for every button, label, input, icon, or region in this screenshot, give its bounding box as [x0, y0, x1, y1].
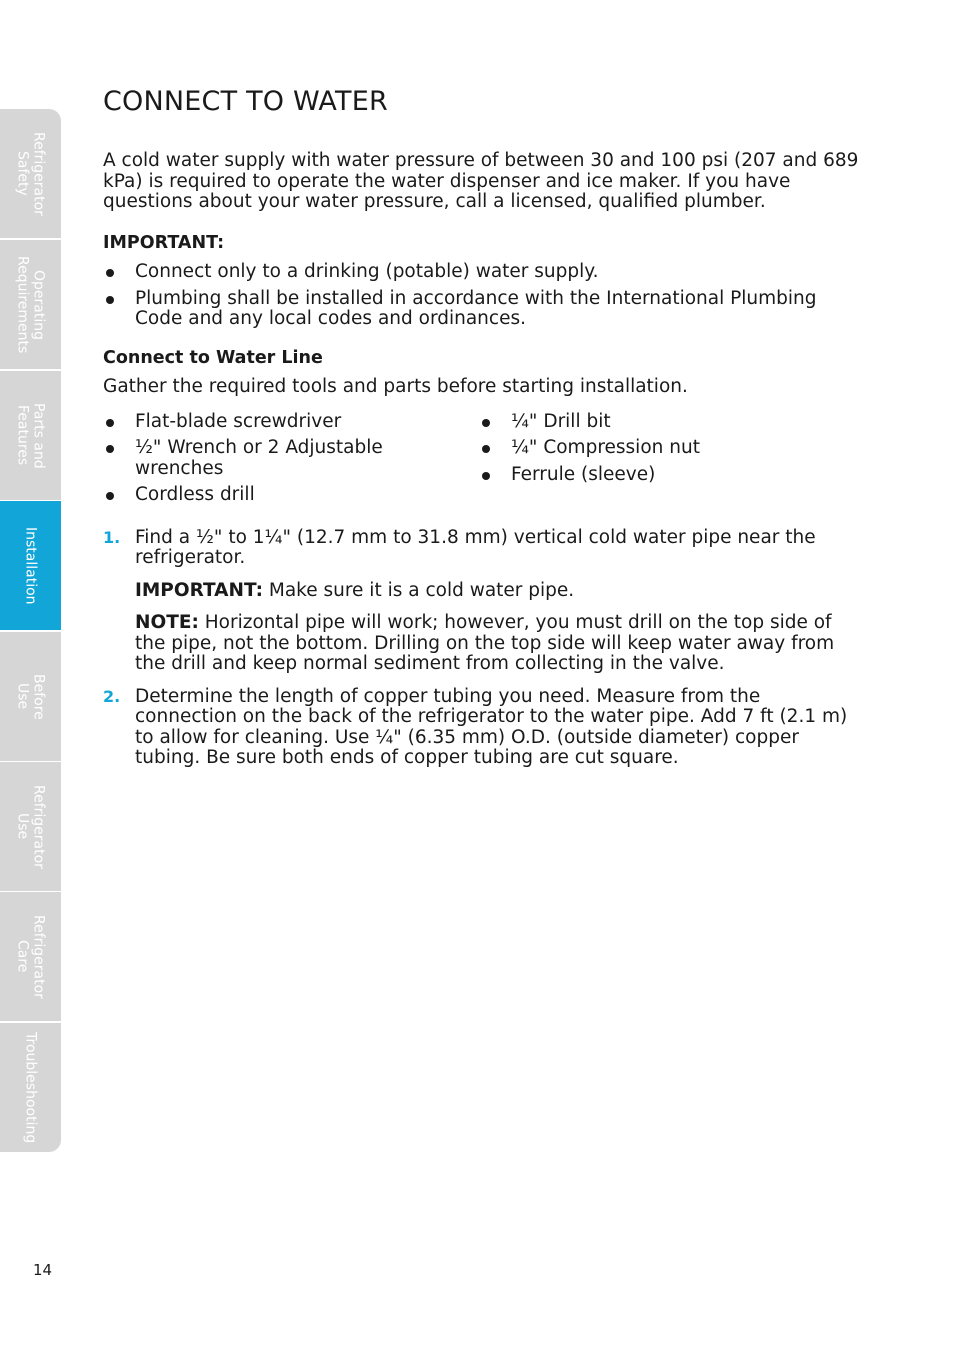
tab-refrigerator-safety[interactable]	[0, 109, 61, 238]
list-item: ¼" Compression nut	[479, 438, 859, 459]
tab-label: Installation	[22, 526, 39, 605]
page-number: 14	[33, 1261, 53, 1279]
tab-label: Refrigerator Use	[14, 784, 47, 869]
intro-paragraph: A cold water supply with water pressure of between 30 and 100 psi (207 and 689 kPa) is required to operate the water dispenser and ice maker. If you have questions about your water pressure, call a licensed, qualified plumber.	[103, 150, 859, 212]
gather-text: Gather the required tools and parts before starting installation.	[103, 376, 688, 397]
tab-label: Before Use	[14, 673, 47, 720]
tab-label: Parts and Features	[14, 402, 47, 469]
list-item: Ferrule (sleeve)	[479, 465, 859, 486]
step-number: 1.	[103, 527, 121, 547]
tab-parts-and-features[interactable]	[0, 371, 61, 500]
important-label: IMPORTANT:	[135, 579, 263, 601]
tab-label: Refrigerator Safety	[14, 131, 47, 216]
step-1	[103, 528, 863, 675]
tab-installation[interactable]	[0, 501, 61, 630]
tab-label: Operating Requirements	[14, 255, 47, 354]
step-important	[135, 581, 863, 602]
important-text: Make sure it is a cold water pipe.	[262, 579, 575, 601]
step-2	[103, 687, 863, 769]
tab-refrigerator-use[interactable]	[0, 762, 61, 891]
important-list	[103, 262, 863, 330]
tools-list	[103, 412, 863, 512]
list-item: Connect only to a drinking (potable) water supply.	[103, 262, 863, 283]
tab-label: Refrigerator Care	[14, 914, 47, 999]
step-text: Find a ½" to 1¼" (12.7 mm to 31.8 mm) vertical cold water pipe near the refrigerator.	[135, 526, 816, 568]
note-label: NOTE:	[135, 612, 199, 633]
note-text: Horizontal pipe will work; however, you must drill on the top side of the pipe, not the bottom. Drilling on the top side will keep water away from the drill and keep normal sediment from collecting in the valve.	[135, 612, 835, 674]
tab-before-use[interactable]	[0, 632, 61, 761]
tab-operating-requirements[interactable]	[0, 240, 61, 369]
tab-troubleshooting[interactable]	[0, 1023, 61, 1152]
list-item: ¼" Drill bit	[479, 412, 859, 433]
tab-refrigerator-care[interactable]	[0, 892, 61, 1021]
important-heading: IMPORTANT:	[103, 232, 225, 253]
list-item: ½" Wrench or 2 Adjustable wrenches	[103, 438, 479, 479]
step-number: 2.	[103, 686, 121, 706]
step-note	[135, 613, 863, 675]
main-content	[103, 86, 863, 781]
list-item: Flat-blade screwdriver	[103, 412, 479, 433]
steps-list	[103, 528, 863, 769]
tab-label: Troubleshooting	[22, 1031, 39, 1144]
list-item: Cordless drill	[103, 485, 479, 506]
section-tabs	[0, 109, 61, 1152]
list-item: Plumbing shall be installed in accordance with the International Plumbing Code and any local codes and ordinances.	[103, 289, 863, 330]
step-text: Determine the length of copper tubing you need. Measure from the connection on the back of the refrigerator to the water pipe. Add 7 ft (2.1 m) to allow for cleaning. Use ¼" (6.35 mm) O.D. (outside diameter) copper tubing. Be sure both ends of copper tubing are cut square.	[135, 685, 848, 768]
section-heading: Connect to Water Line	[103, 347, 323, 368]
page-title: CONNECT TO WATER	[103, 86, 388, 117]
